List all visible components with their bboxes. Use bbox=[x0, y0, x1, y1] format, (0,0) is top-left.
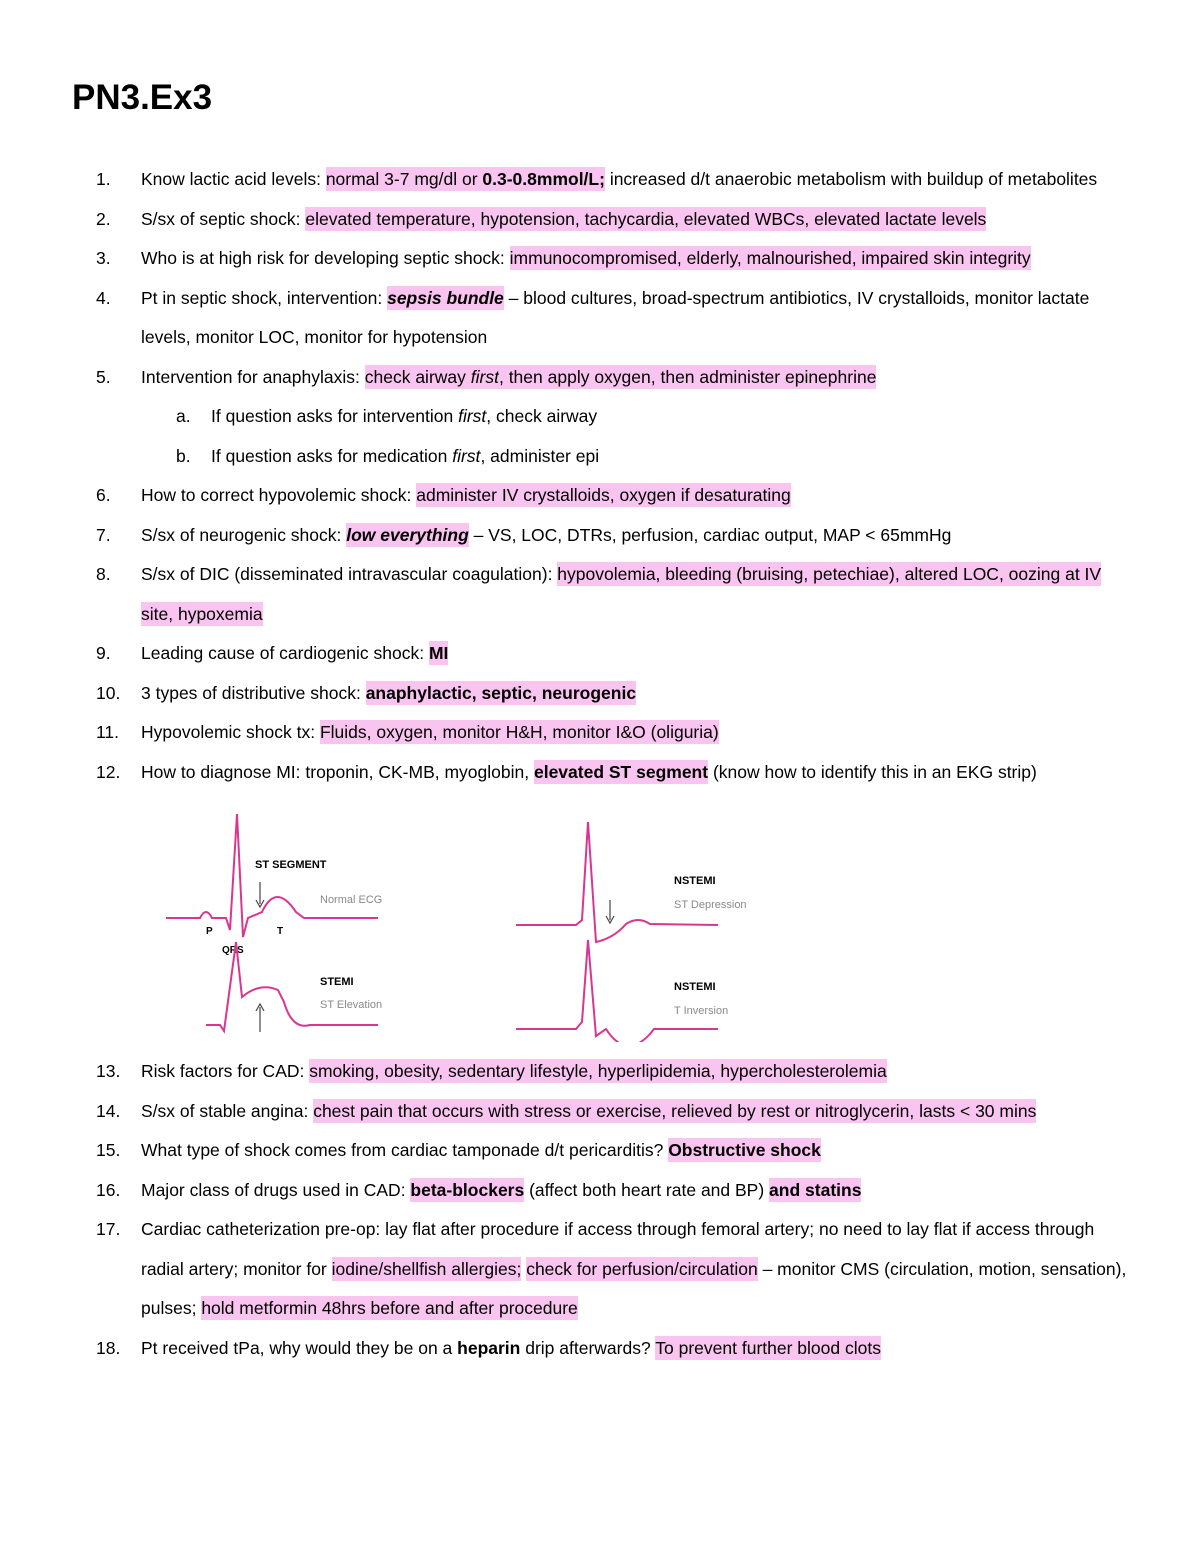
item-text bbox=[141, 200, 1131, 240]
nstemi-inversion-label: NSTEMI bbox=[674, 981, 716, 993]
note-text: Leading cause of cardiogenic shock: bbox=[141, 643, 429, 663]
item-number: 6. bbox=[96, 485, 111, 505]
ecg-figure bbox=[0, 792, 1200, 1052]
item-text bbox=[141, 279, 1131, 358]
list-item bbox=[0, 1329, 1200, 1369]
normal-ecg-caption: Normal ECG bbox=[320, 894, 383, 906]
note-text: S/sx of neurogenic shock: bbox=[141, 524, 347, 545]
list-item bbox=[0, 160, 1200, 200]
note-text: If question asks for intervention bbox=[211, 406, 459, 426]
item-text bbox=[141, 516, 1131, 556]
item-number: 3. bbox=[96, 248, 111, 268]
note-text: S/sx of septic shock: bbox=[141, 208, 306, 229]
item-number: 9. bbox=[96, 643, 111, 663]
note-text: S/sx of stable angina: bbox=[141, 1100, 314, 1121]
item-text bbox=[141, 1052, 1131, 1092]
list-item bbox=[0, 358, 1200, 398]
note-text: , administer epi bbox=[480, 445, 600, 466]
item-number: 13. bbox=[96, 1061, 121, 1081]
highlighted-answer: smoking, obesity, sedentary lifestyle, hyperlipidemia, hypercholesterolemia bbox=[309, 1061, 887, 1081]
highlighted-answer: and statins bbox=[769, 1179, 862, 1200]
stemi-label: STEMI bbox=[320, 976, 354, 988]
note-text: Know lactic acid levels: bbox=[141, 169, 326, 189]
document-title: PN3.Ex3 bbox=[72, 78, 213, 117]
list-item bbox=[0, 1171, 1200, 1211]
highlighted-answer: iodine/shellfish allergies; bbox=[331, 1258, 522, 1279]
note-text: S/sx of DIC (disseminated intravascular coagulation): bbox=[141, 564, 558, 584]
note-text: Cardiac catheterization pre-op: lay flat after procedure if access through femoral artery; no need to lay flat if access through radial artery; monitor for bbox=[141, 1219, 1095, 1279]
note-text: Pt in septic shock, intervention: bbox=[141, 287, 388, 308]
sub-item-text bbox=[211, 437, 1111, 477]
highlighted-answer: Fluids, oxygen, monitor H&H, monitor I&O (oliguria) bbox=[319, 722, 719, 742]
list-item bbox=[0, 1052, 1200, 1092]
st-elevation-caption: ST Elevation bbox=[320, 999, 383, 1011]
highlighted-answer: chest pain that occurs with stress or exercise, relieved by rest or nitroglycerin, lasts < 30 mins bbox=[313, 1100, 1037, 1121]
item-text bbox=[141, 1131, 1131, 1171]
highlighted-answer: beta-blockers bbox=[410, 1179, 525, 1200]
highlighted-answer: Obstructive shock bbox=[668, 1140, 821, 1160]
item-text bbox=[141, 555, 1131, 634]
highlighted-answer: 0.3-0.8mmol/L; bbox=[482, 169, 605, 189]
nstemi-depression-label: NSTEMI bbox=[674, 875, 716, 887]
list-item bbox=[0, 476, 1200, 516]
sub-list-item bbox=[0, 397, 1200, 437]
note-text: (know how to identify this in an EKG strip) bbox=[708, 761, 1037, 782]
st-depression-caption: ST Depression bbox=[674, 899, 747, 911]
list-item bbox=[0, 239, 1200, 279]
item-text bbox=[141, 713, 1131, 753]
highlighted-answer: immunocompromised, elderly, malnourished, impaired skin integrity bbox=[509, 248, 1031, 268]
item-number: 7. bbox=[96, 524, 111, 545]
item-number: 1. bbox=[96, 169, 111, 189]
list-item bbox=[0, 1131, 1200, 1171]
highlighted-answer: To prevent further blood clots bbox=[655, 1337, 881, 1358]
note-text: , check airway bbox=[486, 406, 598, 426]
highlighted-answer: administer IV crystalloids, oxygen if desaturating bbox=[416, 485, 791, 505]
highlighted-answer: hold metformin 48hrs before and after procedure bbox=[201, 1298, 578, 1318]
note-text: Major class of drugs used in CAD: bbox=[141, 1179, 411, 1200]
ecg-strips-image bbox=[150, 792, 790, 1042]
item-text bbox=[141, 1092, 1131, 1132]
highlighted-answer: sepsis bundle bbox=[387, 287, 504, 308]
item-number: 16. bbox=[96, 1179, 121, 1200]
sub-item-text bbox=[211, 397, 1111, 437]
note-text: What type of shock comes from cardiac tamponade d/t pericarditis? bbox=[141, 1140, 669, 1160]
sub-item-letter: a. bbox=[176, 406, 191, 426]
item-text bbox=[141, 753, 1131, 793]
note-text: heparin bbox=[457, 1337, 521, 1358]
item-number: 12. bbox=[96, 761, 121, 782]
highlighted-answer: elevated temperature, hypotension, tachycardia, elevated WBCs, elevated lactate levels bbox=[305, 208, 987, 229]
list-item bbox=[0, 279, 1200, 358]
note-text: Who is at high risk for developing septic shock: bbox=[141, 248, 510, 268]
list-item bbox=[0, 516, 1200, 556]
item-number: 11. bbox=[96, 722, 120, 742]
list-item bbox=[0, 713, 1200, 753]
numbered-notes-list bbox=[0, 160, 1200, 1368]
item-text bbox=[141, 239, 1131, 279]
list-item bbox=[0, 555, 1200, 634]
sub-list-item bbox=[0, 437, 1200, 477]
t-wave-label: T bbox=[277, 926, 284, 937]
highlighted-answer: check airway bbox=[364, 366, 471, 387]
item-text bbox=[141, 634, 1131, 674]
list-item bbox=[0, 674, 1200, 714]
highlighted-answer: elevated ST segment bbox=[533, 761, 709, 782]
item-number: 8. bbox=[96, 564, 111, 584]
note-text: – VS, LOC, DTRs, perfusion, cardiac output, MAP < 65mmHg bbox=[468, 524, 952, 545]
item-number: 18. bbox=[96, 1337, 121, 1358]
t-inversion-caption: T Inversion bbox=[674, 1005, 729, 1017]
p-wave-label: P bbox=[206, 926, 213, 937]
note-text: How to correct hypovolemic shock: bbox=[141, 485, 417, 505]
qrs-label: QRS bbox=[222, 945, 244, 956]
note-text: Intervention for anaphylaxis: bbox=[141, 366, 365, 387]
note-text: first bbox=[452, 445, 481, 466]
highlighted-answer: check for perfusion/circulation bbox=[526, 1258, 758, 1279]
item-number: 15. bbox=[96, 1140, 121, 1160]
ecg-nstemi-st-depression bbox=[516, 822, 747, 942]
highlighted-answer: MI bbox=[428, 643, 449, 663]
highlighted-answer: , then apply oxygen, then administer epinephrine bbox=[498, 366, 877, 387]
st-segment-label: ST SEGMENT bbox=[255, 859, 327, 871]
note-text: How to diagnose MI: troponin, CK-MB, myoglobin, bbox=[141, 761, 534, 782]
list-item bbox=[0, 753, 1200, 793]
ecg-nstemi-t-inversion bbox=[516, 940, 728, 1042]
list-item bbox=[0, 1210, 1200, 1329]
note-text: Hypovolemic shock tx: bbox=[141, 722, 320, 742]
item-text bbox=[141, 674, 1131, 714]
item-number: 4. bbox=[96, 287, 111, 308]
note-text: drip afterwards? bbox=[520, 1337, 656, 1358]
note-text: Pt received tPa, why would they be on a bbox=[141, 1337, 458, 1358]
highlighted-answer: hypovolemia, bleeding (bruising, petechiae), altered LOC, oozing at IV site, hypoxemia bbox=[141, 564, 1102, 624]
item-text bbox=[141, 160, 1131, 200]
item-text bbox=[141, 476, 1131, 516]
note-text: – blood cultures, broad-spectrum antibiotics, IV crystalloids, monitor lactate levels, monitor LOC, monitor for hypotension bbox=[141, 287, 1090, 347]
item-number: 5. bbox=[96, 366, 111, 387]
item-number: 10. bbox=[96, 682, 121, 703]
item-text bbox=[141, 1171, 1131, 1211]
highlighted-answer: anaphylactic, septic, neurogenic bbox=[365, 682, 637, 703]
item-text bbox=[141, 358, 1131, 398]
note-text: (affect both heart rate and BP) bbox=[524, 1179, 770, 1200]
item-number: 17. bbox=[96, 1219, 121, 1239]
highlighted-answer: first bbox=[470, 366, 499, 387]
sub-item-letter: b. bbox=[176, 445, 191, 466]
item-text bbox=[141, 1329, 1131, 1369]
list-item bbox=[0, 634, 1200, 674]
list-item bbox=[0, 200, 1200, 240]
note-text: first bbox=[458, 406, 487, 426]
ecg-normal bbox=[166, 814, 382, 956]
note-text: 3 types of distributive shock: bbox=[141, 682, 366, 703]
item-number: 2. bbox=[96, 208, 111, 229]
highlighted-answer: low everything bbox=[346, 524, 469, 545]
highlighted-answer: normal 3-7 mg/dl or bbox=[325, 169, 483, 189]
item-text bbox=[141, 1210, 1131, 1329]
list-item bbox=[0, 1092, 1200, 1132]
note-text: – monitor CMS (circulation, motion, sensation), pulses; bbox=[141, 1258, 1127, 1318]
note-text: Risk factors for CAD: bbox=[141, 1061, 310, 1081]
note-text: increased d/t anaerobic metabolism with buildup of metabolites bbox=[604, 169, 1098, 189]
note-text: If question asks for medication bbox=[211, 445, 453, 466]
item-number: 14. bbox=[96, 1100, 121, 1121]
